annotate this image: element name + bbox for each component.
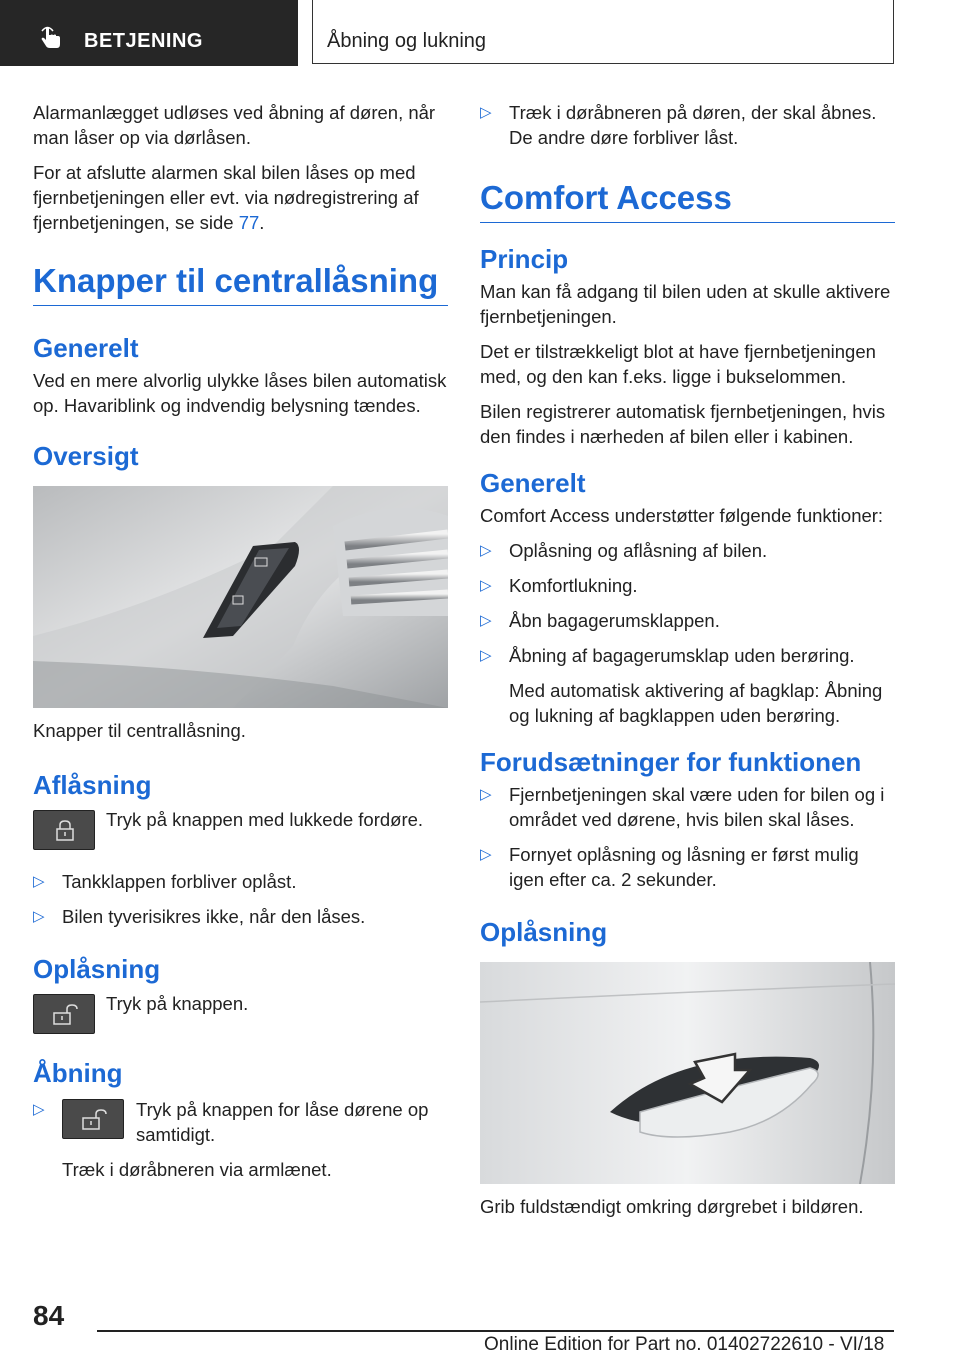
open-lock-icon [63,1100,125,1140]
open-sub-paragraph: Træk i døråbneren via armlænet. [62,1159,332,1180]
unlock-button-image [33,994,95,1034]
unlock-button-image [62,1099,124,1139]
triangle-bullet-icon: ▷ [33,873,45,890]
triangle-bullet-icon: ▷ [480,846,492,863]
list-item [33,1097,448,1147]
princip-paragraph-2: Det er tilstrækkeligt blot at have fjernbetjeningen med, og den kan f.eks. ligge i bukselommen. [480,341,876,387]
heading-comfort-access: Comfort Access [480,178,895,223]
open-lock-icon [34,995,96,1035]
triangle-bullet-icon: ▷ [480,612,492,629]
triangle-bullet-icon: ▷ [480,577,492,594]
door-panel-illustration [33,486,448,708]
generelt-sub-paragraph: Med automatisk aktivering af bagklap: Åbning og lukning af bagklappen uden berøring. [509,680,883,726]
triangle-bullet-icon: ▷ [480,786,492,803]
chapter-title: Åbning og lukning [327,30,487,52]
triangle-bullet-icon: ▷ [480,104,492,121]
list-item: ▷ Komfortlukning. [480,575,638,596]
section-tab [0,0,298,66]
triangle-bullet-icon: ▷ [480,647,492,664]
photo-caption: Knapper til centrallåsning. [33,720,246,741]
door-handle-illustration [480,962,895,1184]
intro-paragraph: Alarmanlægget udløses ved åbning af døren, når man låser op via dørlåsen. [33,102,436,148]
unlock-button-row [33,991,448,1039]
page-header [0,0,960,66]
heading-aflasning: Aflåsning [33,770,152,800]
heading-abning: Åbning [33,1058,123,1088]
open-instruction: Tryk på knappen for låse dørene op samtidigt. [136,1099,429,1145]
generelt-right-paragraph: Comfort Access understøtter følgende funktioner: [480,505,884,526]
photo-caption-right: Grib fuldstændigt omkring dørgrebet i bildøren. [480,1196,864,1217]
triangle-bullet-icon: ▷ [33,908,45,925]
list-item: ▷ Åbning af bagagerumsklap uden berøring. [480,645,855,666]
list-item: ▷ Fornyet oplåsning og låsning er først mulig igen efter ca. 2 sekunder. [480,844,859,890]
heading-knapper: Knapper til centrallåsning [33,261,448,306]
heading-generelt: Generelt [33,333,139,363]
closed-lock-icon [34,811,96,851]
list-item: ▷ Bilen tyverisikres ikke, når den låses. [33,906,366,927]
lock-instruction: Tryk på knappen med lukkede fordøre. [106,809,424,830]
hand-touch-icon [38,26,64,50]
door-handle-photo [480,962,895,1184]
chapter-box [312,0,894,64]
heading-forudsaetninger: Forudsætninger for funktionen [480,747,862,777]
list-item: ▷ Åbn bagagerumsklappen. [480,610,720,631]
triangle-bullet-icon: ▷ [480,542,492,559]
princip-paragraph-3: Bilen registrerer automatisk fjernbetjeningen, hvis den findes i nærheden af bilen eller i kabinen. [480,401,886,447]
heading-oversigt: Oversigt [33,441,139,471]
unlock-instruction: Tryk på knappen. [106,993,249,1014]
footer-divider [97,1330,894,1332]
list-item: ▷ Træk i døråbneren på døren, der skal åbnes. De andre døre forbliver låst. [480,102,877,148]
heading-oplasning: Oplåsning [33,954,161,984]
page-link[interactable]: 77 [238,212,260,233]
heading-generelt-right: Generelt [480,468,586,498]
lock-button-row [33,807,448,855]
triangle-bullet-icon: ▷ [33,1101,45,1118]
list-item: ▷ Oplåsning og aflåsning af bilen. [480,540,768,561]
princip-paragraph-1: Man kan få adgang til bilen uden at skulle aktivere fjernbetjeningen. [480,281,891,327]
section-title: BETJENING [84,30,203,52]
generelt-paragraph: Ved en mere alvorlig ulykke låses bilen automatisk op. Havariblink og indvendig belysning tændes. [33,370,447,416]
intro-paragraph-2: For at afslutte alarmen skal bilen låses op med fjernbetjeningen eller evt. via nødregistrering af fjernbetjeningen, se side 77. [33,162,419,233]
central-lock-buttons-photo [33,486,448,708]
list-item: ▷ Fjernbetjeningen skal være uden for bilen og i området ved dørene, hvis bilen skal låses. [480,784,885,830]
heading-princip: Princip [480,244,569,274]
page-number: 84 [33,1300,65,1331]
list-item: ▷ Tankklappen forbliver oplåst. [33,871,297,892]
lock-button-image [33,810,95,850]
left-column [33,100,448,1192]
edition-text: Online Edition for Part no. 01402722610 - VI/18 [484,1334,885,1355]
right-column [480,100,895,1229]
heading-oplasning-right: Oplåsning [480,917,608,947]
